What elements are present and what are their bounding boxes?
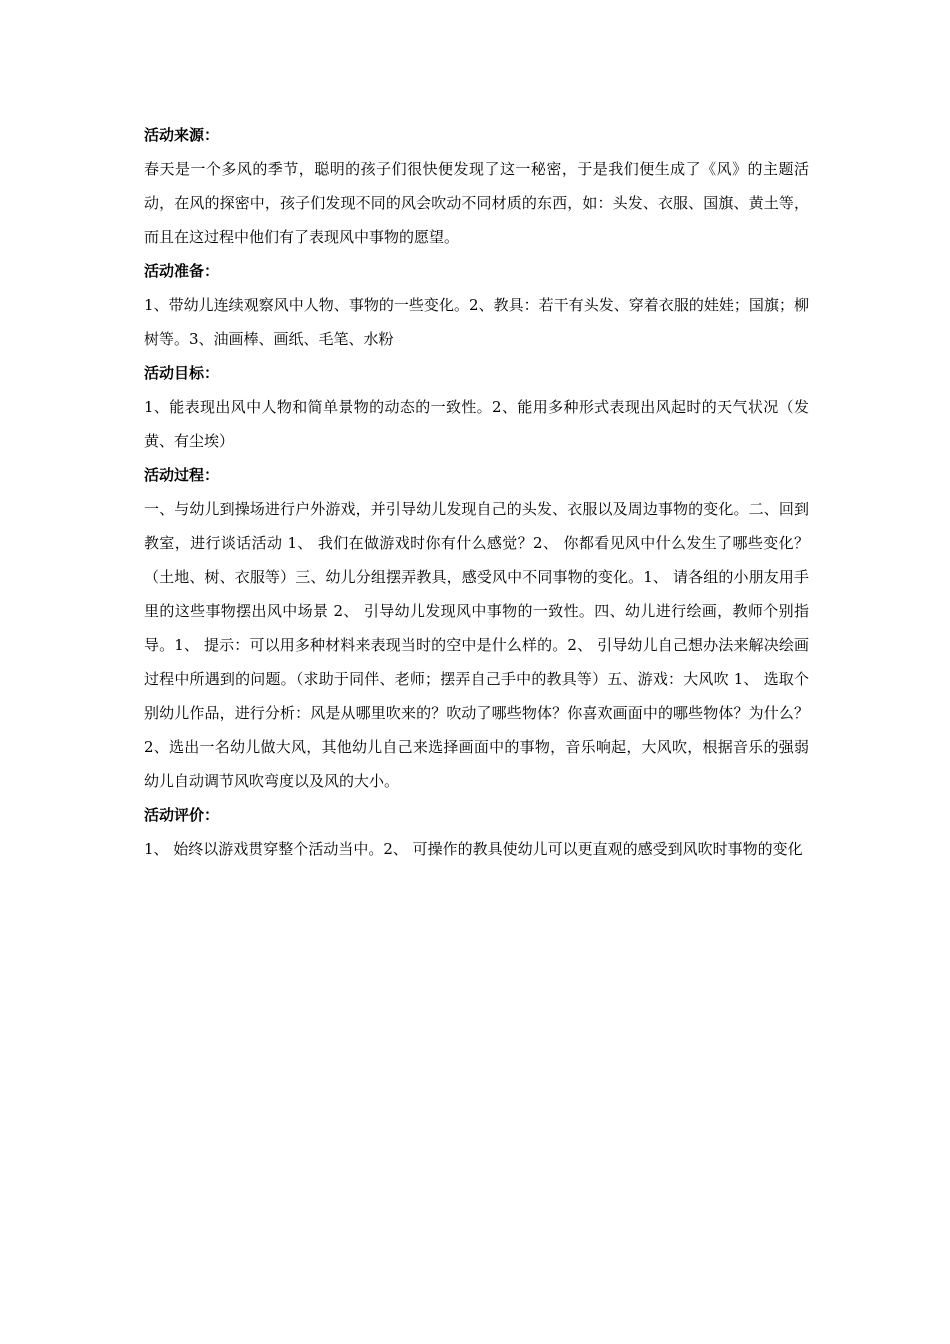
- section-heading: 活动目标：: [144, 364, 220, 382]
- section-body: 1、带幼儿连续观察风中人物、事物的一些变化。2、教具：若干有头发、穿着衣服的娃娃；国旗；柳树等。3、油画棒、画纸、毛笔、水粉: [144, 296, 809, 348]
- section-heading: 活动过程：: [144, 466, 220, 484]
- section-body: 春天是一个多风的季节，聪明的孩子们很快便发现了这一秘密，于是我们便生成了《风》的主题活动，在风的探密中，孩子们发现不同的风会吹动不同材质的东西，如：头发、衣服、国旗、黄土等，而且在这过程中他们有了表现风中事物的愿望。: [144, 160, 809, 246]
- section-source: [144, 118, 809, 254]
- section-evaluation: [144, 798, 809, 866]
- section-heading: 活动准备：: [144, 262, 220, 280]
- section-body: 1、 始终以游戏贯穿整个活动当中。2、 可操作的教具使幼儿可以更直观的感受到风吹时事物的变化: [144, 840, 803, 858]
- section-process: [144, 458, 809, 798]
- section-body: 1、能表现出风中人物和简单景物的动态的一致性。2、能用多种形式表现出风起时的天气状况（发黄、有尘埃）: [144, 398, 809, 450]
- section-preparation: [144, 254, 809, 356]
- document-page: [144, 118, 809, 866]
- section-heading: 活动评价：: [144, 806, 220, 824]
- section-goals: [144, 356, 809, 458]
- section-heading: 活动来源：: [144, 126, 220, 144]
- section-body: 一、与幼儿到操场进行户外游戏，并引导幼儿发现自己的头发、衣服以及周边事物的变化。二、回到教室，进行谈话活动 1、 我们在做游戏时你有什么感觉？2、 你都看见风中什么发生了哪些变化？（土地、树、衣服等）三、幼儿分组摆弄教具，感受风中不同事物的变化。1、 请各组的小朋友用手里的这些事物摆出风中场景 2、 引导幼儿发现风中事物的一致性。四、幼儿进行绘画，教师个别指导。1、 提示：可以用多种材料来表现当时的空中是什么样的。2、 引导幼儿自己想办法来解决绘画过程中所遇到的问题。（求助于同伴、老师；摆弄自己手中的教具等）五、游戏：大风吹 1、 选取个别幼儿作品，进行分析：风是从哪里吹来的？吹动了哪些物体？你喜欢画面中的哪些物体？为什么？2、选出一名幼儿做大风，其他幼儿自己来选择画面中的事物，音乐响起，大风吹，根据音乐的强弱幼儿自动调节风吹弯度以及风的大小。: [144, 500, 809, 790]
